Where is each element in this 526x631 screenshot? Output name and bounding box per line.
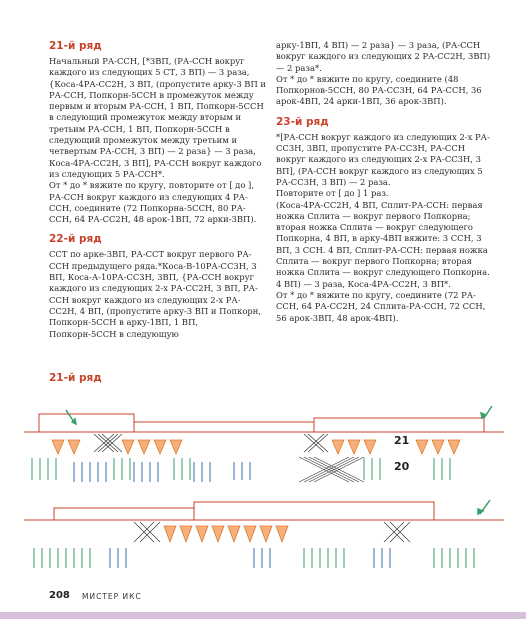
row-21-text: Начальный РА-ССН, [*3ВП, (РА-ССН вокруг каждого из следующих 5 СТ, 3 ВП) — 3 раза, {Коса-4РА-СС2Н, 3 ВП, (пропустите арку-3 ВП и РА-ССН, Попкорн-5ССН в промежуток между первым и вторым РА-ССН, 1 ВП, Попкорн-5ССН в следующий промежуток между вторым и третьим РА-ССН, 1 ВП, Попкорн-5ССН в следующий промежуток между третьим и четвертым РА-ССН, 3 ВП) — 2 раза} — 3 раза, Коса-4РА-СС2Н, 3 ВП], РА-ССН вокруг каждого из следующих 5 РА-ССН*. От * до * вяжите по кругу, повторите от [ до ], РА-ССН вокруг каждого из следующих 4 РА-ССН, соедините (72 Попкорна-5ССН, 80 РА-ССН, 64 РА-СС2Н, 48 арок-1ВП, 72 арки-3ВП). [49, 56, 267, 225]
row-23-text: *[РА-ССН вокруг каждого из следующих 2-х РА-СС3Н, 3ВП, пропустите РА-СС3Н, РА-ССН вокруг каждого из следующих 2-х РА-СС3Н, 3 ВП], (РА-ССН вокруг каждого из следующих 5 РА-СС3Н, 3 ВП) — 2 раза. Повторите от [ до ] 1 раз. (Коса-4РА-СС2Н, 4 ВП, Сплит-РА-ССН: первая ножка Сплита — вокруг первого Попкорна; вторая ножка Сплита — вокруг следующего Попкорна, 4 ВП, в арку-4ВП вяжите: 3 ССН, 3 ВП, 3 ССН. 4 ВП, Сплит-РА-ССН: первая ножка Сплита — вокруг первого Попкорна; вторая ножка Сплита — вокруг следующего Попкорна. 4 ВП) — 3 раза, Коса-4РА-СС2Н, 3 ВП*. От * до * вяжите по кругу, соедините (72 РА-ССН, 64 РА-СС2Н, 24 Сплита-РА-ССН, 72 ССН, 56 арок-3ВП, 48 арок-4ВП). [276, 131, 490, 323]
arrow-icon [66, 406, 492, 424]
crochet-diagram [14, 392, 514, 592]
chart-title: 21-й ряд [49, 372, 102, 384]
blue-stitches-top [74, 462, 250, 482]
arrow-icon [478, 500, 490, 514]
cable-crossing-center [299, 457, 364, 482]
row-21-title: 21-й ряд [49, 40, 102, 52]
row-21-label [394, 434, 410, 473]
popcorn-stitches-bottom [164, 526, 288, 542]
cable-stitches-bottom [134, 522, 410, 542]
row-23-title: 23-й ряд [276, 115, 329, 128]
chain-arcs-top [24, 414, 504, 432]
svg-text:20: 20 [394, 460, 410, 473]
row-22-text: ССТ по арке-3ВП, РА-ССТ вокруг первого РА-ССН предыдущего ряда.*Коса-В-10РА-СС3Н, 3 ВП, Коса-А-10РА-СС3Н, 3ВП, {РА-ССН вокруг каждого из следующих 2-х РА-СС2Н, 3 ВП, РА-ССН вокруг каждого из следующих 2-х РА-СС2Н, 4 ВП, (пропустите арку-3 ВП и Попкорн, Попкорн-5ССН в арку-1ВП, 1 ВП, Попкорн-5ССН в следующую [49, 249, 261, 339]
page-number: 208 [49, 590, 70, 601]
svg-text:21: 21 [394, 434, 410, 447]
right-column [276, 40, 494, 324]
book-title: МИСТЕР ИКС [82, 592, 142, 601]
green-stitches-top [32, 458, 450, 480]
blue-stitches-bottom [110, 548, 390, 568]
left-column [49, 40, 267, 340]
row-22-continued-text: арку-1ВП, 4 ВП) — 2 раза} — 3 раза, (РА-ССН вокруг каждого из следующих 2 РА-СС2Н, 3ВП) — 2 раза*. От * до * вяжите по кругу, соедините (48 Попкорнов-5ССН, 80 РА-СС3Н, 64 РА-ССН, 36 арок-4ВП, 24 арки-1ВП, 36 арок-3ВП). [276, 40, 491, 107]
row-22-title: 22-й ряд [49, 233, 102, 246]
chain-row-bottom [24, 502, 504, 520]
footer-bar [0, 612, 526, 619]
